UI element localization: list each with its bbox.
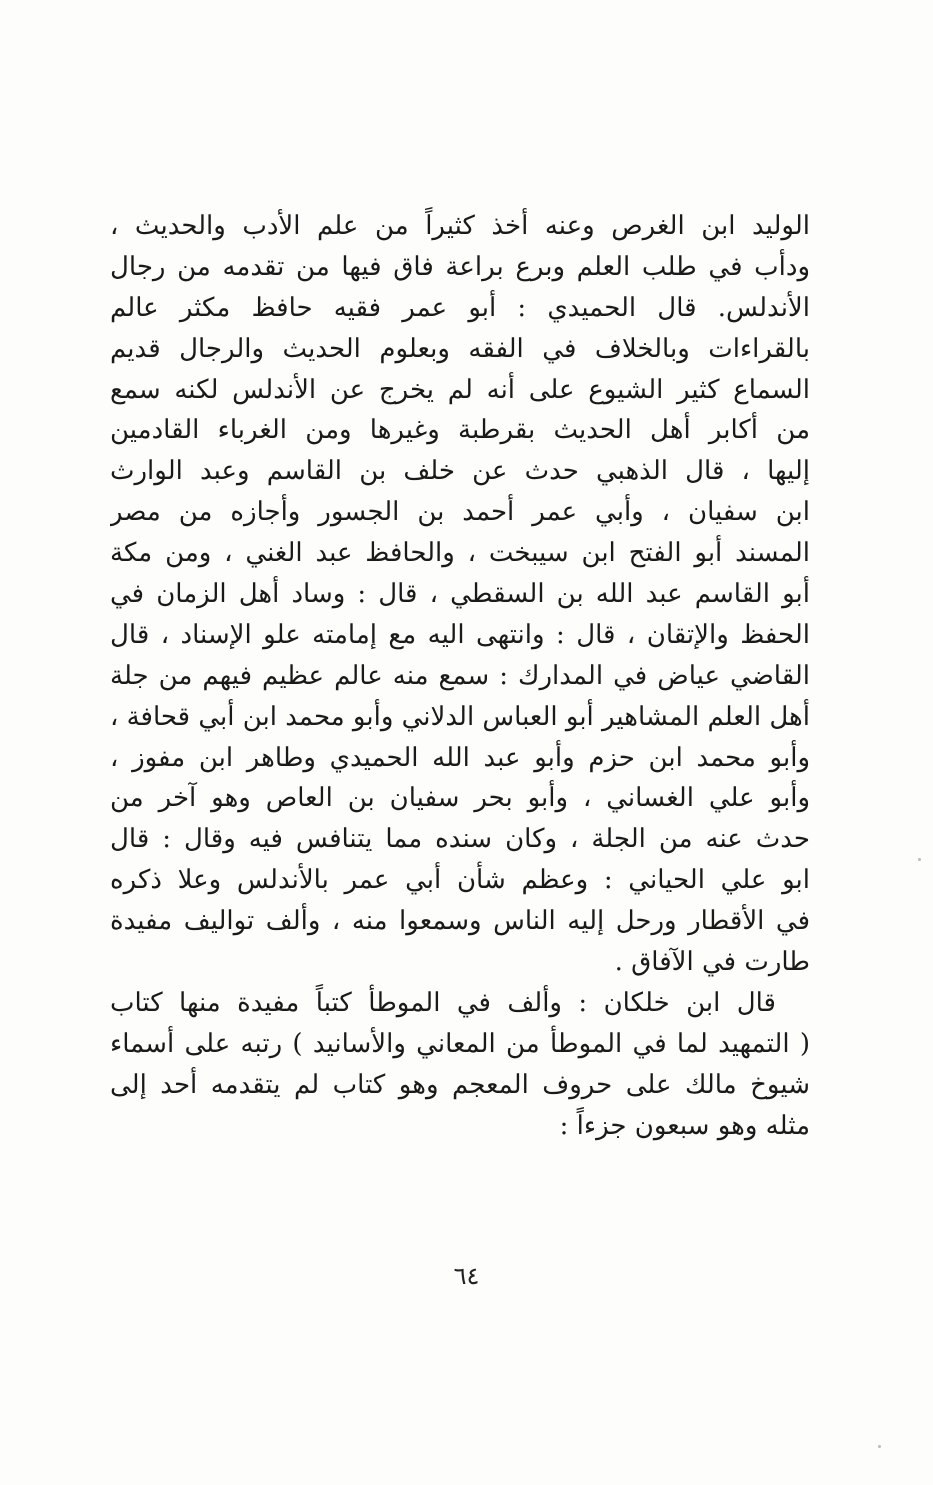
scan-speck [878,1445,881,1448]
text-line: المسند أبو الفتح ابن سيبخت ، والحافظ عبد الغني ، ومن مكة [110,538,810,569]
text-line: ابو علي الحياني : وعظم شأن أبي عمر بالأندلس وعلا ذكره [110,865,810,896]
text-line: أبو القاسم عبد الله بن السقطي ، قال : وساد أهل الزمان في [110,579,810,610]
text-line: إليها ، قال الذهبي حدث عن خلف بن القاسم وعبد الوارث [110,456,810,487]
text-line: مثله وهو سبعون جزءاً : [559,1110,810,1141]
body-text [110,206,810,1146]
text-line: الحفظ والإتقان ، قال : وانتهى اليه مع إمامته علو الإسناد ، قال [110,619,810,650]
text-line: قال ابن خلكان : وألف في الموطأ كتباً مفيدة منها كتاب [110,987,776,1018]
text-line: شيوخ مالك على حروف المعجم وهو كتاب لم يتقدمه أحد إلى [110,1069,810,1100]
text-line: من أكابر أهل الحديث بقرطبة وغيرها ومن الغرباء القادمين [110,415,810,446]
text-line: ( التمهيد لما في الموطأ من المعاني والأسانيد ) رتبه على أسماء [110,1028,810,1059]
text-line: بالقراءات وبالخلاف في الفقه وبعلوم الحديث والرجال قديم [110,333,810,364]
text-line: القاضي عياض في المدارك : سمع منه عالم عظيم فيهم من جلة [110,660,810,691]
text-line: السماع كثير الشيوع على أنه لم يخرج عن الأندلس لكنه سمع [110,374,810,405]
scan-speck [918,858,921,861]
text-line: طارت في الآفاق . [614,947,810,978]
text-line: ودأب في طلب العلم وبرع براعة فاق فيها من تقدمه من رجال [110,251,810,282]
text-line: أهل العلم المشاهير أبو العباس الدلاني وأبو محمد ابن أبي قحافة ، [110,701,810,732]
text-line: ابن سفيان ، وأبي عمر أحمد بن الجسور وأجازه من مصر [110,497,810,528]
text-line: وأبو محمد ابن حزم وأبو عبد الله الحميدي وطاهر ابن مفوز ، [110,742,810,773]
text-line: وأبو علي الغساني ، وأبو بحر سفيان بن العاص وهو آخر من [110,783,810,814]
text-line: حدث عنه من الجلة ، وكان سنده مما يتنافس فيه وقال : قال [110,824,810,855]
page-number: ٦٤ [453,1262,480,1290]
text-line: الوليد ابن الغرص وعنه أخذ كثيراً من علم الأدب والحديث ، [110,211,810,241]
text-line: الأندلس. قال الحميدي : أبو عمر فقيه حافظ مكثر عالم [110,292,810,323]
text-line: في الأقطار ورحل إليه الناس وسمعوا منه ، وألف تواليف مفيدة [110,906,810,937]
